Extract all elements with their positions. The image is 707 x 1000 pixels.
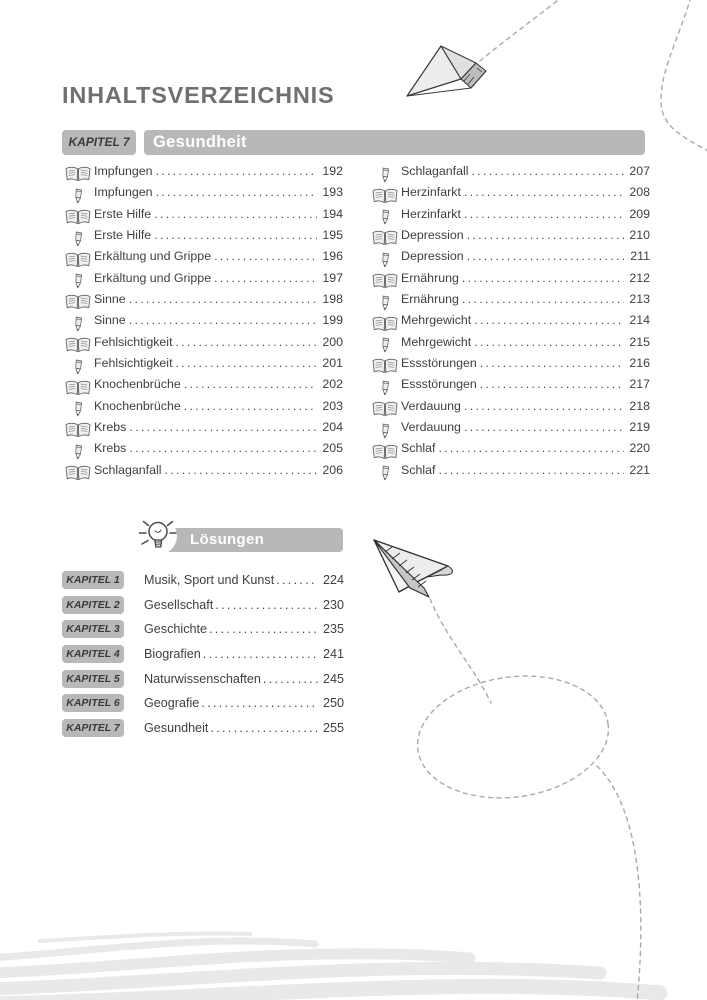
pencil-icon xyxy=(62,359,94,375)
toc-entry-page: 202 xyxy=(322,377,343,392)
chapter-page: 245 xyxy=(322,671,344,686)
toc-entry-page: 218 xyxy=(629,398,650,413)
dot-leader xyxy=(201,696,318,710)
dot-leader xyxy=(480,377,624,391)
toc-entry-page: 214 xyxy=(629,313,650,328)
toc-entry-label: Depression xyxy=(401,249,464,264)
toc-entry-label: Erkältung und Grippe xyxy=(94,249,212,264)
toc-entry-label: Ernährung xyxy=(401,292,459,307)
toc-entry xyxy=(62,399,343,420)
toc-entry-label: Verdauung xyxy=(401,398,461,413)
toc-entry xyxy=(62,185,343,206)
dot-leader xyxy=(464,399,624,413)
chapter-label: Gesellschaft xyxy=(144,597,214,612)
dot-leader xyxy=(472,164,624,178)
pencil-icon xyxy=(369,423,401,439)
toc-entry xyxy=(62,271,343,292)
toc-entry xyxy=(369,271,650,292)
toc-entry-page: 193 xyxy=(322,185,343,200)
dot-leader xyxy=(438,441,624,455)
dot-leader xyxy=(156,164,317,178)
toc-entry-label: Essstörungen xyxy=(401,356,477,371)
book-icon xyxy=(62,252,94,269)
toc-entry-label: Schlaf xyxy=(401,462,436,477)
dot-leader xyxy=(467,249,624,263)
toc-entry-label: Krebs xyxy=(94,420,127,435)
pencil-icon xyxy=(369,252,401,268)
solutions-title-bar: Lösungen xyxy=(146,528,343,552)
toc-entry-page: 208 xyxy=(629,185,650,200)
kapitel-badge: KAPITEL 6 xyxy=(62,694,124,712)
book-icon xyxy=(369,230,401,247)
dot-leader xyxy=(129,292,317,306)
book-icon xyxy=(62,337,94,354)
pencil-icon xyxy=(62,401,94,417)
dot-leader xyxy=(263,672,318,686)
toc-entry-page: 206 xyxy=(322,462,343,477)
toc-entry xyxy=(369,164,650,185)
toc-entry xyxy=(62,164,343,185)
toc-entry xyxy=(369,249,650,270)
toc-entry xyxy=(369,292,650,313)
book-icon xyxy=(62,209,94,226)
solutions-chapter-row xyxy=(62,642,344,667)
book-icon xyxy=(369,401,401,418)
toc-entry-label: Depression xyxy=(401,228,464,243)
toc-entry-page: 195 xyxy=(322,228,343,243)
table-of-contents xyxy=(62,164,650,484)
toc-entry xyxy=(62,292,343,313)
toc-entry-label: Mehrgewicht xyxy=(401,334,472,349)
chapter-page: 235 xyxy=(322,622,344,637)
dot-leader xyxy=(462,292,624,306)
dot-leader xyxy=(129,420,317,434)
toc-entry-page: 217 xyxy=(629,377,650,392)
dot-leader xyxy=(154,228,317,242)
toc-entry xyxy=(62,356,343,377)
chapter-page: 241 xyxy=(322,647,344,662)
toc-entry-page: 192 xyxy=(322,164,343,178)
toc-entry-label: Knochenbrüche xyxy=(94,377,181,392)
dot-leader xyxy=(165,463,317,477)
toc-entry-page: 201 xyxy=(322,356,343,371)
dot-leader xyxy=(184,377,317,391)
toc-entry-page: 220 xyxy=(629,441,650,456)
toc-entry-label: Fehlsichtigkeit xyxy=(94,334,173,349)
dot-leader xyxy=(203,647,318,661)
chapter-label: Geografie xyxy=(144,696,200,711)
toc-entry-page: 216 xyxy=(629,356,650,371)
kapitel-badge: KAPITEL 2 xyxy=(62,596,124,614)
solutions-chapter-row xyxy=(62,568,344,593)
toc-entry-page: 211 xyxy=(630,249,650,264)
kapitel-badge: KAPITEL 7 xyxy=(62,719,124,737)
chapter-page: 224 xyxy=(322,573,344,588)
dot-leader xyxy=(215,598,318,612)
chapter-label: Gesundheit xyxy=(144,720,209,735)
toc-entry xyxy=(369,335,650,356)
solutions-chapter-list xyxy=(62,568,344,740)
pencil-icon xyxy=(62,316,94,332)
toc-entry-page: 205 xyxy=(322,441,343,456)
toc-entry-label: Schlaganfall xyxy=(94,462,162,477)
toc-entry xyxy=(62,335,343,356)
pencil-icon xyxy=(62,231,94,247)
toc-entry xyxy=(369,441,650,462)
page-title: INHALTSVERZEICHNIS xyxy=(62,82,335,108)
chapter-page: 230 xyxy=(322,597,344,612)
toc-entry xyxy=(369,313,650,334)
book-icon xyxy=(369,358,401,375)
toc-entry-page: 197 xyxy=(322,270,343,285)
toc-entry-page: 203 xyxy=(322,398,343,413)
toc-entry-label: Sinne xyxy=(94,313,126,328)
dot-leader xyxy=(467,228,624,242)
toc-entry-label: Sinne xyxy=(94,292,126,307)
toc-entry xyxy=(62,249,343,270)
kapitel-badge: KAPITEL 7 xyxy=(62,130,136,155)
toc-entry-label: Schlaganfall xyxy=(401,164,469,178)
toc-entry-page: 213 xyxy=(629,292,650,307)
chapter-banner xyxy=(62,130,645,155)
dot-leader xyxy=(156,185,317,199)
dot-leader xyxy=(214,249,317,263)
dot-leader xyxy=(129,313,317,327)
toc-entry xyxy=(62,420,343,441)
pencil-icon xyxy=(369,209,401,225)
dot-leader xyxy=(438,463,624,477)
kapitel-badge: KAPITEL 5 xyxy=(62,670,124,688)
dot-leader xyxy=(464,185,624,199)
toc-entry-page: 207 xyxy=(629,164,650,178)
dot-leader xyxy=(214,271,317,285)
toc-entry xyxy=(62,463,343,484)
pencil-icon xyxy=(62,273,94,289)
toc-entry xyxy=(369,185,650,206)
toc-entry-page: 209 xyxy=(629,206,650,221)
toc-entry-page: 219 xyxy=(629,420,650,435)
solutions-chapter-row xyxy=(62,716,344,741)
solutions-chapter-row xyxy=(62,666,344,691)
solutions-chapter-row xyxy=(62,691,344,716)
kapitel-badge: KAPITEL 4 xyxy=(62,645,124,663)
pencil-icon xyxy=(62,444,94,460)
toc-entry-label: Essstörungen xyxy=(401,377,477,392)
pencil-icon xyxy=(369,295,401,311)
toc-entry-label: Mehrgewicht xyxy=(401,313,472,328)
toc-column-right xyxy=(369,164,650,484)
toc-entry-page: 212 xyxy=(629,270,650,285)
toc-entry-label: Erste Hilfe xyxy=(94,206,152,221)
toc-entry-label: Erste Hilfe xyxy=(94,228,152,243)
toc-entry xyxy=(62,207,343,228)
toc-entry xyxy=(62,441,343,462)
book-icon xyxy=(369,444,401,461)
toc-entry-page: 204 xyxy=(322,420,343,435)
dot-leader xyxy=(176,335,317,349)
chapter-title-bar: Gesundheit xyxy=(144,130,645,155)
toc-entry-page: 215 xyxy=(629,334,650,349)
toc-entry xyxy=(369,399,650,420)
toc-entry-page: 221 xyxy=(629,462,650,477)
dot-leader xyxy=(209,622,318,636)
dot-leader xyxy=(129,441,317,455)
kapitel-badge: KAPITEL 3 xyxy=(62,620,124,638)
book-icon xyxy=(369,273,401,290)
dot-leader xyxy=(210,721,318,735)
toc-entry xyxy=(62,313,343,334)
dot-leader xyxy=(474,313,624,327)
toc-entry-label: Verdauung xyxy=(401,420,461,435)
toc-entry-label: Herzinfarkt xyxy=(401,185,461,200)
pencil-icon xyxy=(369,465,401,481)
toc-entry-page: 196 xyxy=(322,249,343,264)
book-icon xyxy=(369,188,401,205)
solutions-chapter-row xyxy=(62,593,344,618)
solutions-chapter-row xyxy=(62,617,344,642)
chapter-label: Naturwissenschaften xyxy=(144,671,261,686)
toc-entry xyxy=(369,356,650,377)
toc-entry-page: 200 xyxy=(322,334,343,349)
toc-entry-label: Knochenbrüche xyxy=(94,398,181,413)
pencil-icon xyxy=(369,380,401,396)
toc-entry-label: Impfungen xyxy=(94,164,153,178)
toc-entry-label: Ernährung xyxy=(401,270,459,285)
dot-leader xyxy=(184,399,317,413)
toc-entry-label: Krebs xyxy=(94,441,127,456)
lightbulb-icon xyxy=(135,514,185,564)
dot-leader xyxy=(276,573,318,587)
chapter-label: Biografien xyxy=(144,647,201,662)
dot-leader xyxy=(462,271,624,285)
book-icon xyxy=(369,316,401,333)
chapter-page: 255 xyxy=(322,720,344,735)
book-icon xyxy=(62,294,94,311)
toc-entry xyxy=(369,377,650,398)
toc-entry-label: Erkältung und Grippe xyxy=(94,270,212,285)
toc-entry xyxy=(369,420,650,441)
pencil-icon xyxy=(369,337,401,353)
toc-entry-label: Schlaf xyxy=(401,441,436,456)
toc-entry-page: 210 xyxy=(629,228,650,243)
chapter-label: Musik, Sport und Kunst xyxy=(144,573,275,588)
toc-entry-page: 194 xyxy=(322,206,343,221)
book-icon xyxy=(62,380,94,397)
pencil-icon xyxy=(369,167,401,183)
toc-entry-label: Fehlsichtigkeit xyxy=(94,356,173,371)
toc-column-left xyxy=(62,164,343,484)
chapter-label: Geschichte xyxy=(144,622,207,637)
kapitel-badge: KAPITEL 1 xyxy=(62,571,124,589)
pencil-icon xyxy=(62,188,94,204)
dot-leader xyxy=(464,207,624,221)
toc-entry xyxy=(369,463,650,484)
toc-entry xyxy=(62,377,343,398)
toc-entry-label: Herzinfarkt xyxy=(401,206,461,221)
chapter-page: 250 xyxy=(322,696,344,711)
dot-leader xyxy=(464,420,624,434)
book-icon xyxy=(62,465,94,482)
toc-entry xyxy=(369,207,650,228)
dot-leader xyxy=(480,356,624,370)
dot-leader xyxy=(154,207,317,221)
dot-leader xyxy=(474,335,624,349)
book-icon xyxy=(62,166,94,183)
toc-entry xyxy=(62,228,343,249)
toc-entry-page: 198 xyxy=(322,292,343,307)
toc-entry xyxy=(369,228,650,249)
toc-entry-page: 199 xyxy=(322,313,343,328)
book-icon xyxy=(62,422,94,439)
toc-entry-label: Impfungen xyxy=(94,185,153,200)
dot-leader xyxy=(176,356,317,370)
